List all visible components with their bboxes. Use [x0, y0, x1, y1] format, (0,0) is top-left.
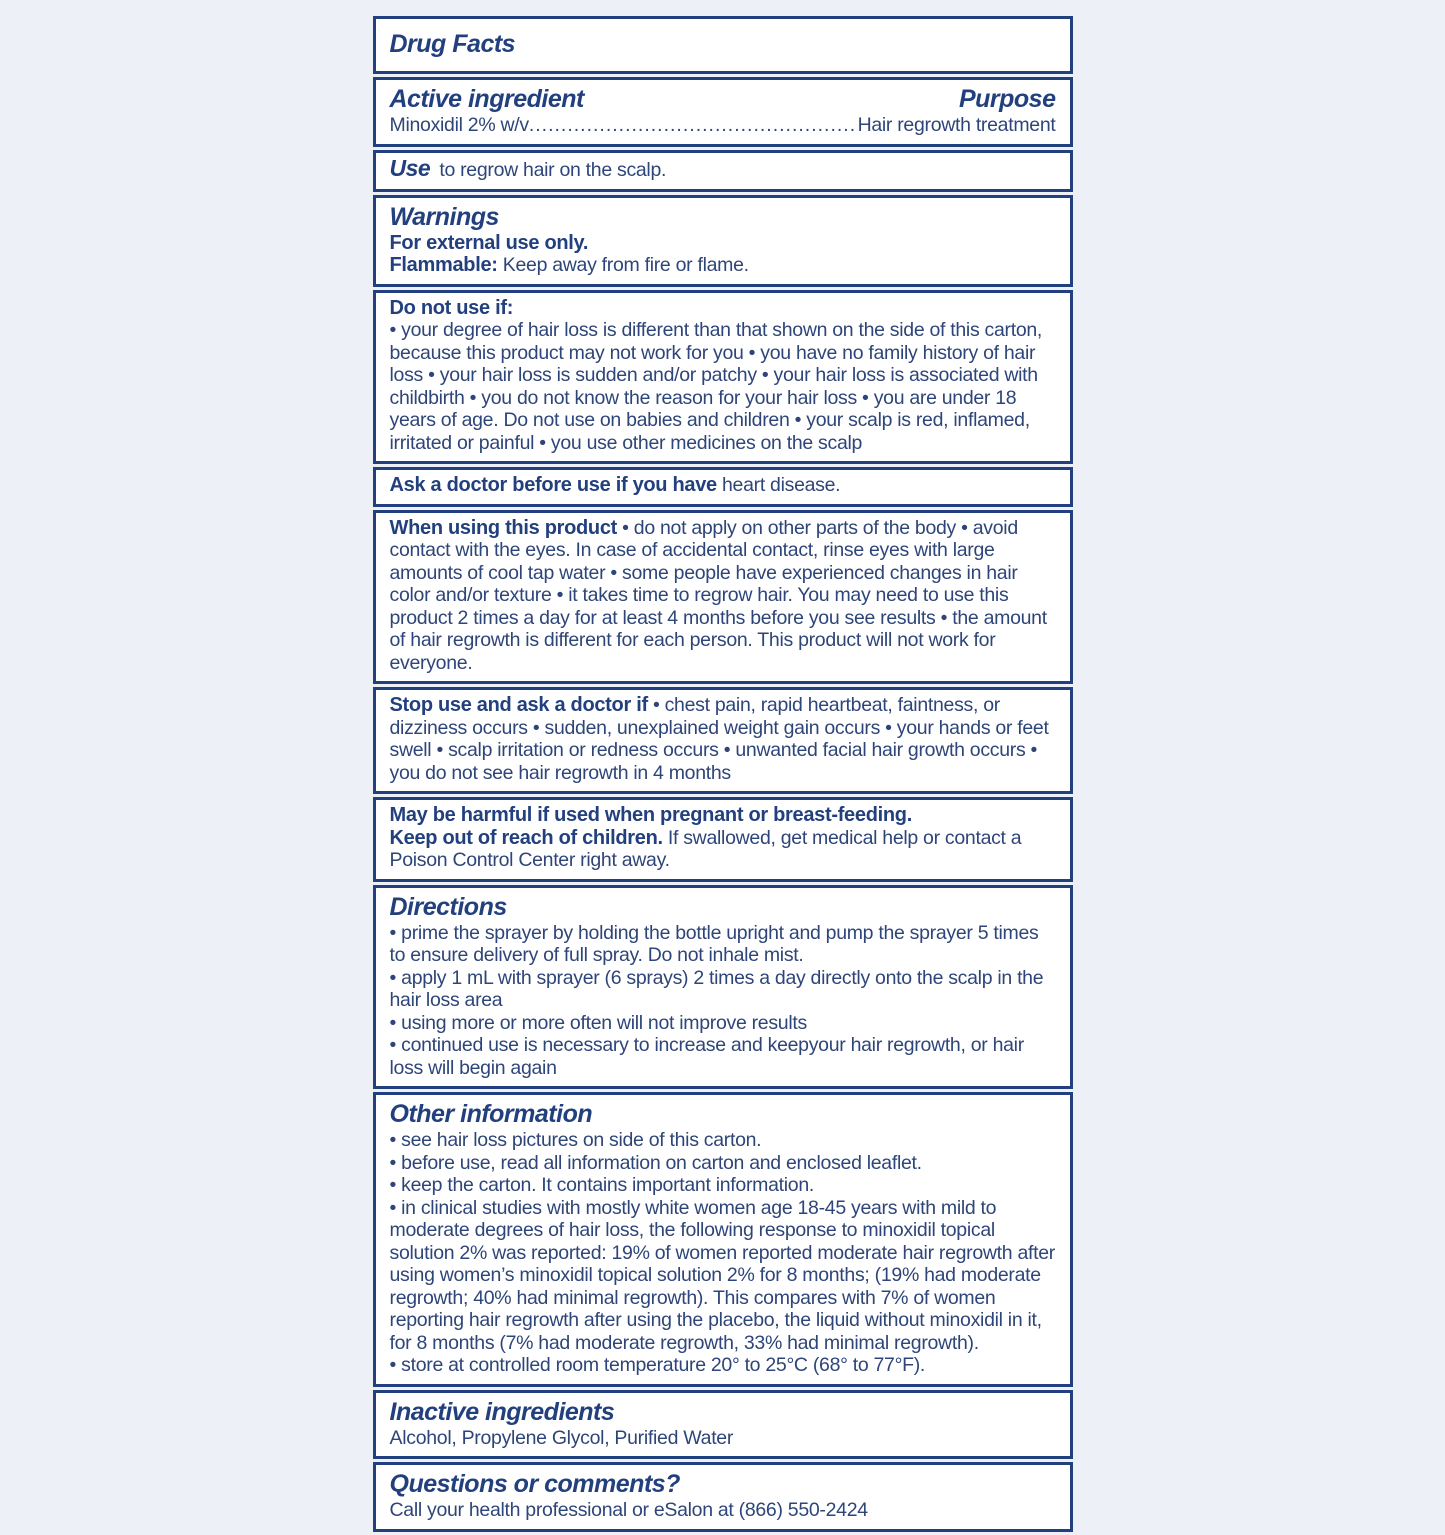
section-heading: Directions: [389, 892, 507, 921]
body-text: to regrow hair on the scalp.: [434, 159, 667, 181]
two-column-heading: [390, 84, 1056, 114]
body-text: heart disease.: [716, 474, 841, 496]
bold-lead-in: When using this product: [389, 516, 618, 539]
paragraph: [390, 297, 1056, 320]
section-heading: Use: [389, 155, 431, 181]
bold-lead-in: Keep out of reach of children.: [389, 826, 663, 849]
bold-lead-in: Do not use if:: [389, 296, 514, 319]
paragraph: [390, 1499, 1056, 1522]
body-text: • before use, read all information on carton and enclosed leaflet.: [389, 1151, 922, 1174]
section-when-using: [373, 510, 1073, 685]
paragraph: [390, 1099, 1056, 1129]
section-heading: Other information: [389, 1100, 593, 1128]
paragraph: [390, 474, 1056, 497]
body-text: • keep the carton. It contains important information.: [389, 1174, 814, 1196]
body-text: Call your health professional or eSalon at (866) 550-2424: [389, 1499, 868, 1521]
section-ask-a-doctor: [373, 467, 1073, 507]
section-heading: Inactive ingredients: [389, 1397, 615, 1426]
leader-right-text: Hair regrowth treatment: [857, 114, 1056, 136]
bold-lead-in: Stop use and ask a doctor if: [389, 694, 648, 716]
section-heading: Drug Facts: [389, 30, 516, 58]
section-questions-comments: [373, 1462, 1073, 1532]
paragraph: [390, 319, 1056, 454]
body-text: • using more or more often will not improve results: [389, 1011, 807, 1034]
paragraph: [390, 1034, 1056, 1079]
paragraph: [390, 254, 1056, 277]
body-text: • chest pain, rapid heartbeat, faintness, or dizziness occurs • sudden, unexplained weight gain occurs • your hands or feet swell • scalp irritation or redness occurs • unwanted facial hair growth occurs • you do not see hair regrowth in 4 months: [389, 694, 1054, 784]
body-text: • store at controlled room temperature 20° to 25°C (68° to 77°F).: [389, 1354, 926, 1376]
paragraph: [390, 157, 1056, 182]
paragraph: [390, 29, 1056, 59]
paragraph: [390, 892, 1056, 922]
paragraph: [390, 694, 1056, 784]
paragraph: [390, 1469, 1056, 1499]
section-inactive-ingredients: [373, 1390, 1073, 1460]
paragraph: [390, 1152, 1056, 1175]
bold-lead-in: Flammable:: [389, 254, 498, 276]
body-text: • continued use is necessary to increase and keepyour hair regrowth, or hair loss will begin again: [389, 1034, 1030, 1079]
dotted-leader: [529, 114, 858, 137]
section-directions: [373, 885, 1073, 1090]
paragraph: [390, 1354, 1056, 1377]
paragraph: [390, 202, 1056, 232]
paragraph: [390, 804, 1056, 827]
paragraph: [389, 1196, 1061, 1355]
section-heading: Warnings: [389, 202, 499, 231]
leader-row: [390, 114, 1056, 137]
leader-left-text: Minoxidil 2% w/v: [389, 114, 529, 136]
section-other-information: [373, 1092, 1073, 1387]
left-heading: Active ingredient: [389, 85, 584, 113]
paragraph: [390, 1129, 1056, 1152]
body-text: • prime the sprayer by holding the bottle upright and pump the sprayer 5 times to ensure delivery of full spray. Do not inhale mist.: [389, 921, 1044, 966]
body-text: • your degree of hair loss is different than that shown on the side of this carton, because this product may not work for you • you have no family history of hair loss • your hair loss is sudden and/or patchy • your hair loss is associated with childbirth • you do not know the reason for your hair loss • you are under 18 years of age. Do not use on babies and children • your scalp is red, inflamed, irritated or painful • you use other medicines on the scalp: [389, 319, 1048, 454]
bold-lead-in: May be harmful if used when pregnant or breast-feeding.: [389, 804, 912, 826]
body-text: Alcohol, Propylene Glycol, Purified Water: [389, 1426, 734, 1449]
body-text: • in clinical studies with mostly white women age 18-45 years with mild to moderate degrees of hair loss, the following response to minoxidil topical solution 2% was reported: 19% of women reported moderate hair regrowth after using women’s minoxidil topical solution 2% for 8 months; (19% had moderate regrowth; 40% had minimal regrowth). This compares with 7% of women reporting hair regrowth after using the placebo, the liquid without minoxidil in it, for 8 months (7% had moderate regrowth, 33% had minimal regrowth).: [389, 1196, 1061, 1354]
drug-facts-label: [373, 16, 1073, 1535]
paragraph: [390, 922, 1056, 967]
paragraph: [390, 967, 1056, 1012]
body-text: If swallowed, get medical help or contact a Poison Control Center right away.: [389, 826, 1027, 871]
paragraph: [390, 1012, 1056, 1035]
body-text: Keep away from fire or flame.: [497, 254, 749, 276]
body-text: • apply 1 mL with sprayer (6 sprays) 2 times a day directly onto the scalp in the hair loss area: [389, 966, 1049, 1011]
right-heading: Purpose: [958, 85, 1056, 113]
paragraph: [390, 517, 1056, 675]
paragraph: [390, 1427, 1056, 1450]
paragraph: [390, 232, 1056, 255]
section-use: [373, 150, 1073, 192]
section-do-not-use: [373, 290, 1073, 465]
section-warnings: [373, 195, 1073, 287]
section-pregnancy-children: [373, 797, 1073, 882]
paragraph: [390, 1397, 1056, 1427]
bold-lead-in: For external use only.: [389, 231, 589, 254]
bold-lead-in: Ask a doctor before use if you have: [389, 474, 717, 496]
body-text: • see hair loss pictures on side of this carton.: [389, 1129, 762, 1151]
section-heading: Questions or comments?: [389, 1470, 680, 1498]
paragraph: [390, 1174, 1056, 1197]
section-active-ingredient: [373, 77, 1073, 147]
section-drug-facts-title: [373, 16, 1073, 74]
section-stop-use: [373, 687, 1073, 794]
body-text: • do not apply on other parts of the body • avoid contact with the eyes. In case of accidental contact, rinse eyes with large amounts of cool tap water • some people have experienced changes in hair color and/or texture • it takes time to regrow hair. You may need to use this product 2 times a day for at least 4 months before you see results • the amount of hair regrowth is different for each person. This product will not work for everyone.: [389, 516, 1052, 674]
paragraph: [390, 827, 1056, 872]
